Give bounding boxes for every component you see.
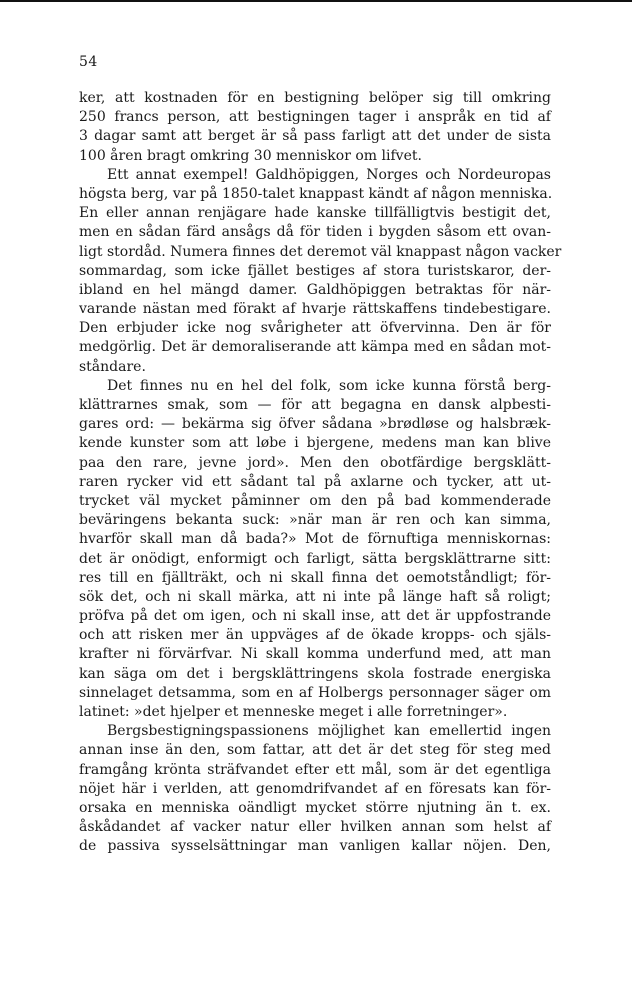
page-number: 54	[79, 54, 98, 70]
text-line: krafter ni förvärfvar. Ni skall komma underfund med, att man	[79, 646, 551, 663]
text-line: 100 åren bragt omkring 30 menniskor om lifvet.	[79, 147, 422, 164]
text-line: nöjet här i verlden, att genomdrifvandet af en föresats kan för-	[79, 780, 551, 797]
text-line: gares ord: — bekärma sig öfver sådana »brødløse og halsbræk-	[79, 416, 551, 433]
text-line: trycket väl mycket påminner om den på bad kommenderade	[79, 492, 551, 509]
text-line: kende kunster som att løbe i bjergene, medens man kan blive	[79, 435, 551, 452]
text-line: raren rycker vid ett sådant tal på axlarne och tycker, att ut-	[79, 473, 551, 490]
text-line: En eller annan renjägare hade kanske tillfälligtvis bestigit det,	[79, 205, 551, 222]
body-text	[79, 89, 562, 857]
text-line: 3 dagar samt att berget är så pass farligt att det under de sista	[79, 128, 551, 145]
text-line: paa den rare, jevne jord». Men den obotfärdige bergsklätt-	[79, 454, 551, 471]
text-line: de passiva sysselsättningar man vanligen kallar nöjen. Den,	[79, 838, 551, 855]
text-line: pröfva på det om igen, och ni skall inse, att det är uppfostrande	[79, 608, 551, 625]
text-line: klättrarnes smak, som — för att begagna en dansk alpbesti-	[79, 397, 551, 413]
text-line: högsta berg, var på 1850-talet knappast kändt af någon menniska.	[79, 185, 553, 202]
text-line: orsaka en menniska oändligt mycket större njutning än t. ex.	[79, 799, 551, 816]
text-line: 250 francs person, att bestigningen tager i anspråk en tid af	[79, 109, 551, 126]
text-line: res till en fjällträkt, och ni skall finna det oemotståndligt; för-	[79, 569, 551, 586]
text-line: Den erbjuder icke nog svårigheter att öfvervinna. Den är för	[79, 320, 551, 337]
text-line: framgång krönta sträfvandet efter ett mål, som är det egentliga	[79, 761, 551, 778]
text-line: det är onödigt, enformigt och farligt, sätta bergsklättrarne sitt:	[79, 550, 551, 567]
text-line: ståndare.	[79, 358, 146, 375]
text-line: medgörlig. Det är demoraliserande att kämpa med en sådan mot-	[79, 339, 551, 356]
top-border-rule	[0, 0, 632, 2]
text-line: Det finnes nu en hel del folk, som icke kunna förstå berg-	[107, 377, 551, 394]
text-line: åskådandet af vacker natur eller hvilken annan som helst af	[79, 819, 551, 836]
text-line: sök det, och ni skall märka, att ni inte på länge haft så roligt;	[79, 588, 551, 605]
text-line: och att risken mer än uppväges af de ökade kropps- och själs-	[79, 627, 551, 644]
text-line: men en sådan färd ansågs då för tiden i bygden såsom ett ovan-	[79, 224, 551, 241]
text-line: sinnelaget detsamma, som en af Holbergs personnager säger om	[79, 684, 551, 701]
text-line: ligt stordåd. Numera finnes det deremot väl knappast någon vacker	[79, 243, 562, 260]
text-line: beväringens bekanta suck: »när man är ren och kan simma,	[79, 512, 551, 529]
text-line: hvarför skall man då bada?» Mot de förnuftiga menniskornas:	[79, 531, 551, 548]
text-line: varande nästan med förakt af hvarje rättskaffens tindebestigare.	[79, 301, 551, 318]
text-line: kan säga om det i bergsklättringens skola fostrade energiska	[79, 665, 551, 682]
text-line: annan inse än den, som fattar, att det är det steg för steg med	[79, 742, 551, 759]
text-line: sommardag, som icke fjället bestiges af stora turistskaror, der-	[79, 262, 551, 279]
text-line: ker, att kostnaden för en bestigning belöper sig till omkring	[79, 90, 551, 106]
text-line: Bergsbestigningspassionens möjlighet kan emellertid ingen	[107, 723, 551, 740]
text-line: latinet: »det hjelper et menneske meget i alle forretninger».	[79, 704, 508, 720]
text-line: ibland en hel mängd damer. Galdhöpiggen betraktas för när-	[79, 281, 551, 298]
text-line: Ett annat exempel! Galdhöpiggen, Norges och Nordeuropas	[107, 166, 551, 183]
